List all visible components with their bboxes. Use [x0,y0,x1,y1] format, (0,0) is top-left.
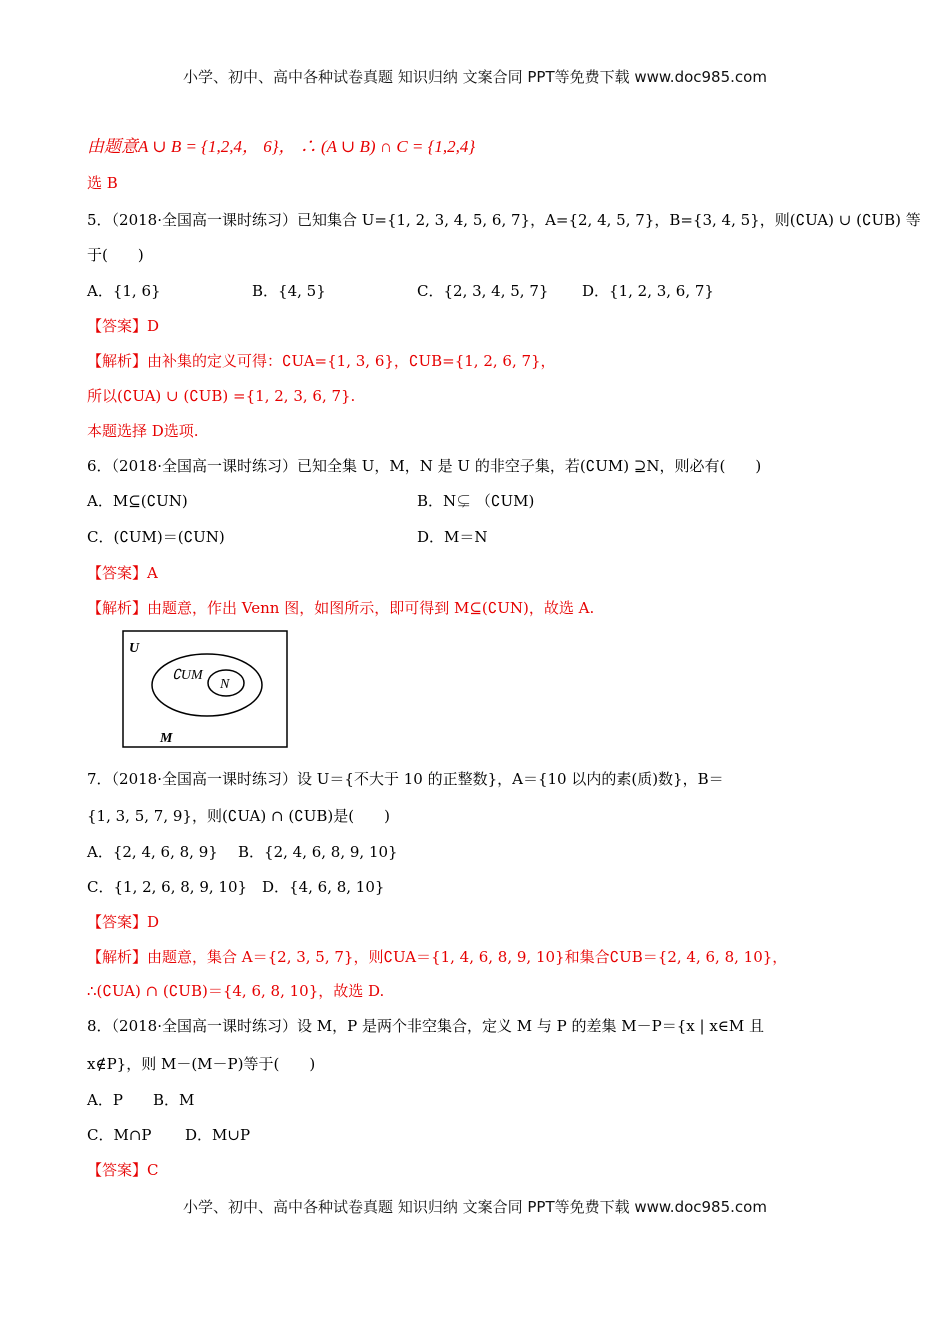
q8-option-c: C．M∩P [87,1126,152,1144]
q6-answer: 【答案】A [87,564,158,582]
q6-option-b: B．N⊊ （∁UM) [417,492,535,510]
q7-option-b: B．{2, 4, 6, 8, 9, 10} [238,843,398,861]
venn-label-cum: ∁UM [172,668,203,683]
q5-option-c: C．{2, 3, 4, 5, 7} [417,282,549,300]
page-footer: 小学、初中、高中各种试卷真题 知识归纳 文案合同 PPT等免费下载 www.doc985.com [183,1198,767,1216]
q5-explanation: 【解析】由补集的定义可得：∁UA={1, 3, 6}，∁UB={1, 2, 6, 7}， [87,352,556,370]
q6-option-a: A．M⊆(∁UN) [87,492,188,510]
venn-universe-box [123,631,287,747]
prev-solution-line: 由题意A ∪ B = {1,2,4， 6}， ∴ (A ∪ B) ∩ C = {1,2,4} [87,137,476,156]
q6-stem: 6．（2018·全国高一课时练习）已知全集 U，M，N 是 U 的非空子集，若(∁UM) ⊇N，则必有( ) [87,457,762,475]
q5-option-b: B．{4, 5} [252,282,326,300]
q8-option-d: D．M∪P [185,1126,251,1144]
q5-explanation-3: 本题选择 D选项. [87,422,199,440]
q8-stem-cont: x∉P}，则 M－(M－P)等于( ) [87,1055,316,1073]
q8-option-a: A．P [87,1091,123,1109]
page-header: 小学、初中、高中各种试卷真题 知识归纳 文案合同 PPT等免费下载 www.doc985.com [183,68,767,86]
q7-explanation: 【解析】由题意，集合 A＝{2, 3, 5, 7}，则∁UA＝{1, 4, 6, 8, 9, 10}和集合∁UB＝{2, 4, 6, 8, 10}， [87,948,788,966]
q7-stem-cont: {1, 3, 5, 7, 9}，则(∁UA) ∩ (∁UB)是( ) [87,807,390,825]
q5-explanation-2: 所以(∁UA) ∪ (∁UB) ={1, 2, 3, 6, 7}. [87,387,356,405]
q5-option-a: A．{1, 6} [87,282,161,300]
q6-explanation: 【解析】由题意，作出 Venn 图，如图所示，即可得到 M⊆(∁UN)，故选 A. [87,599,595,617]
prev-answer-choice: 选 B [87,174,118,192]
q8-answer: 【答案】C [87,1161,159,1179]
venn-label-m: M [160,731,173,746]
q7-answer: 【答案】D [87,913,160,931]
q7-stem: 7．（2018·全国高一课时练习）设 U＝{不大于 10 的正整数}，A＝{10 以内的素(质)数}，B＝ [87,770,724,788]
q6-option-c: C．(∁UM)＝(∁UN) [87,528,225,546]
venn-label-n: N [220,677,230,692]
q7-option-d: D．{4, 6, 8, 10} [262,878,385,896]
q7-option-a: A．{2, 4, 6, 8, 9} [87,843,218,861]
q7-explanation-2: ∴(∁UA) ∩ (∁UB)＝{4, 6, 8, 10}，故选 D. [87,982,385,1000]
venn-diagram [122,630,288,748]
q6-option-d: D．M＝N [417,528,488,546]
venn-label-u: U [129,641,140,656]
q5-stem-cont: 于( ) [87,246,144,264]
q7-option-c: C．{1, 2, 6, 8, 9, 10} [87,878,248,896]
q5-option-d: D．{1, 2, 3, 6, 7} [582,282,714,300]
q8-option-b: B．M [153,1091,195,1109]
q5-stem: 5．（2018·全国高一课时练习）已知集合 U={1, 2, 3, 4, 5, 6, 7}，A={2, 4, 5, 7}，B={3, 4, 5}，则(∁UA) ∪ (∁UB) 等 [87,211,921,229]
venn-complement-m-ellipse [152,654,262,716]
q8-stem: 8．（2018·全国高一课时练习）设 M，P 是两个非空集合，定义 M 与 P 的差集 M－P＝{x | x∈M 且 [87,1017,765,1035]
q5-answer: 【答案】D [87,317,160,335]
